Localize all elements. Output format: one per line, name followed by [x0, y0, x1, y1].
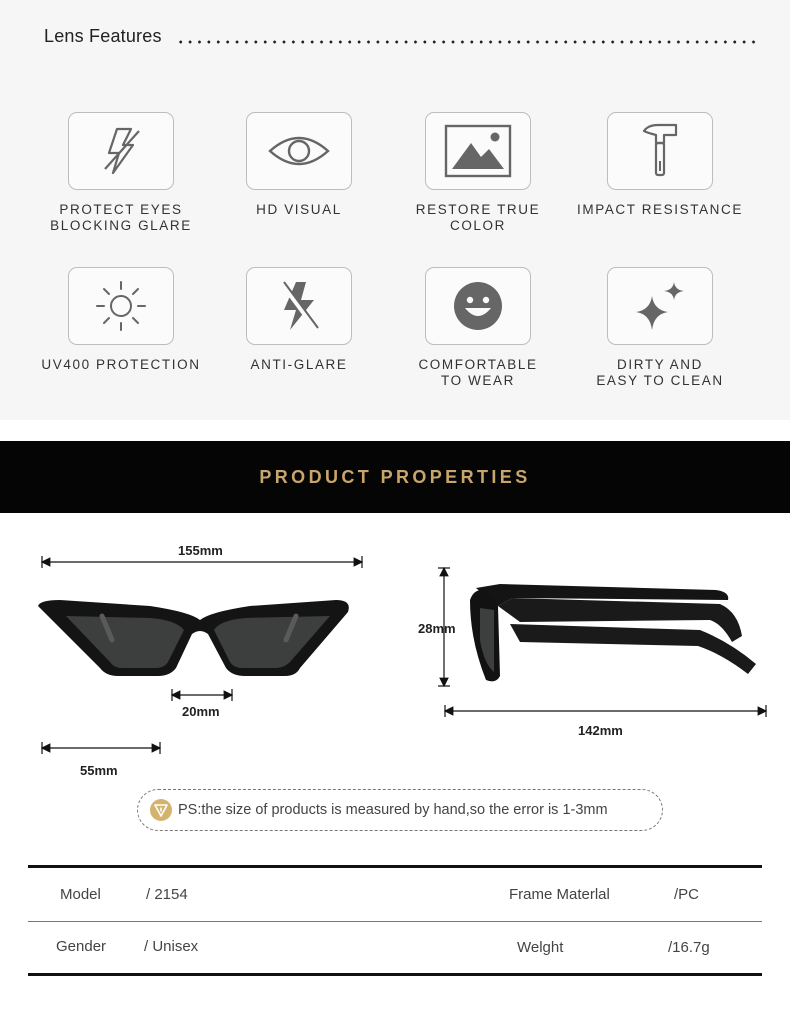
note-text: PS:the size of products is measured by hand,so the error is 1-3mm [178, 802, 608, 818]
feature-label: PROTECT EYES BLOCKING GLARE [50, 202, 192, 233]
spec-gender-value: / Unisex [144, 938, 199, 955]
feature-label: UV400 PROTECTION [41, 357, 201, 372]
height-label: 28mm [418, 621, 456, 636]
bridge-label: 20mm [182, 704, 220, 719]
feature-label: COMFORTABLE TO WEAR [418, 357, 538, 388]
feature-label: HD VISUAL [256, 202, 342, 217]
temple-length-arrow [445, 705, 766, 717]
table-top-rule [28, 865, 762, 868]
section-title: Lens Features [44, 26, 162, 46]
feature-label: ANTI-GLARE [250, 357, 348, 372]
feature-label: IMPACT RESISTANCE [577, 202, 743, 217]
warning-icon [150, 799, 172, 821]
banner-title: PRODUCT PROPERTIES [259, 466, 531, 487]
spec-model-label: Model [60, 886, 101, 903]
spec-gender-label: Gender [56, 938, 107, 955]
glasses-front-image [38, 600, 349, 676]
spec-model-value: / 2154 [146, 886, 188, 903]
temple-length-label: 142mm [578, 723, 623, 738]
glasses-side-image [470, 584, 756, 681]
table-divider [28, 921, 762, 922]
bridge-arrow [172, 689, 232, 701]
spec-frame-value: /PC [674, 886, 700, 903]
lens-width-label: 55mm [80, 763, 118, 778]
lens-width-arrow [42, 742, 160, 754]
total-width-label: 155mm [178, 543, 223, 558]
measurement-note [137, 789, 663, 831]
feature-label: RESTORE TRUE COLOR [415, 202, 541, 233]
spec-weight-value: /16.7g [668, 939, 710, 956]
spec-weight-label: Welght [517, 939, 564, 956]
spec-frame-label: Frame Materlal [509, 886, 610, 903]
feature-label: DIRTY AND EASY TO CLEAN [596, 357, 724, 388]
table-bottom-rule [28, 973, 762, 976]
